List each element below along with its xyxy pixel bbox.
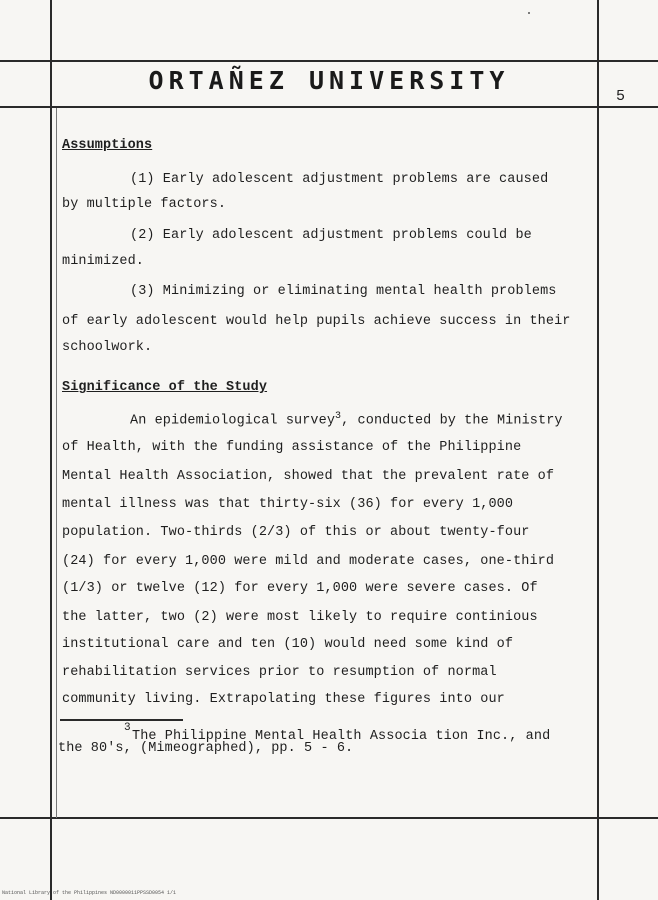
assumption-line: of early adolescent would help pupils achieve success in their (62, 314, 571, 329)
assumption-line: minimized. (62, 254, 145, 269)
university-title: ORTAÑEZ UNIVERSITY (148, 66, 510, 95)
right-margin-rule (597, 0, 599, 900)
footnote-line: the 80's, (Mimeographed), pp. 5 - 6. (58, 741, 354, 756)
header-bottom-rule (0, 106, 658, 108)
significance-line: population. Two-thirds (2/3) of this or about twenty-four (62, 525, 530, 540)
assumption-line: (1) Early adolescent adjustment problems are caused (130, 172, 549, 187)
footnote-reference: 3 (335, 411, 342, 422)
footer-rule (0, 817, 658, 819)
footnote-marker: 3 (124, 722, 131, 734)
header-top-rule (0, 60, 658, 62)
scan-footer-text: National Library of the Philippines ND0000011PPSSD0054 1/1 (2, 890, 177, 896)
footnote-line: The Philippine Mental Health Associa tion Inc., and (132, 729, 551, 744)
significance-line: of Health, with the funding assistance of the Philippine (62, 440, 522, 455)
significance-first-line (130, 411, 563, 429)
significance-first-line-start: An epidemiological survey (130, 413, 336, 429)
left-margin-rule (50, 0, 52, 900)
left-text-rule (56, 108, 57, 818)
assumption-line: by multiple factors. (62, 197, 227, 212)
scan-speck (528, 12, 530, 14)
significance-line: (24) for every 1,000 were mild and moderate cases, one-third (62, 554, 555, 569)
significance-first-line-end: , conducted by the Ministry (341, 413, 563, 429)
significance-line: (1/3) or twelve (12) for every 1,000 were severe cases. Of (62, 581, 538, 596)
page-number: 5 (616, 88, 626, 105)
significance-line: the latter, two (2) were most likely to require continious (62, 610, 538, 625)
assumptions-heading: Assumptions (62, 138, 153, 153)
significance-heading: Significance of the Study (62, 380, 268, 395)
significance-line: institutional care and ten (10) would need some kind of (62, 637, 514, 652)
assumption-line: (2) Early adolescent adjustment problems could be (130, 228, 532, 243)
assumption-line: (3) Minimizing or eliminating mental health problems (130, 284, 557, 299)
footnote-separator (60, 719, 183, 721)
significance-line: mental illness was that thirty-six (36) for every 1,000 (62, 497, 514, 512)
significance-line: rehabilitation services prior to resumption of normal (62, 665, 497, 680)
significance-line: community living. Extrapolating these figures into our (62, 692, 505, 707)
significance-line: Mental Health Association, showed that the prevalent rate of (62, 469, 555, 484)
assumption-line: schoolwork. (62, 340, 153, 355)
